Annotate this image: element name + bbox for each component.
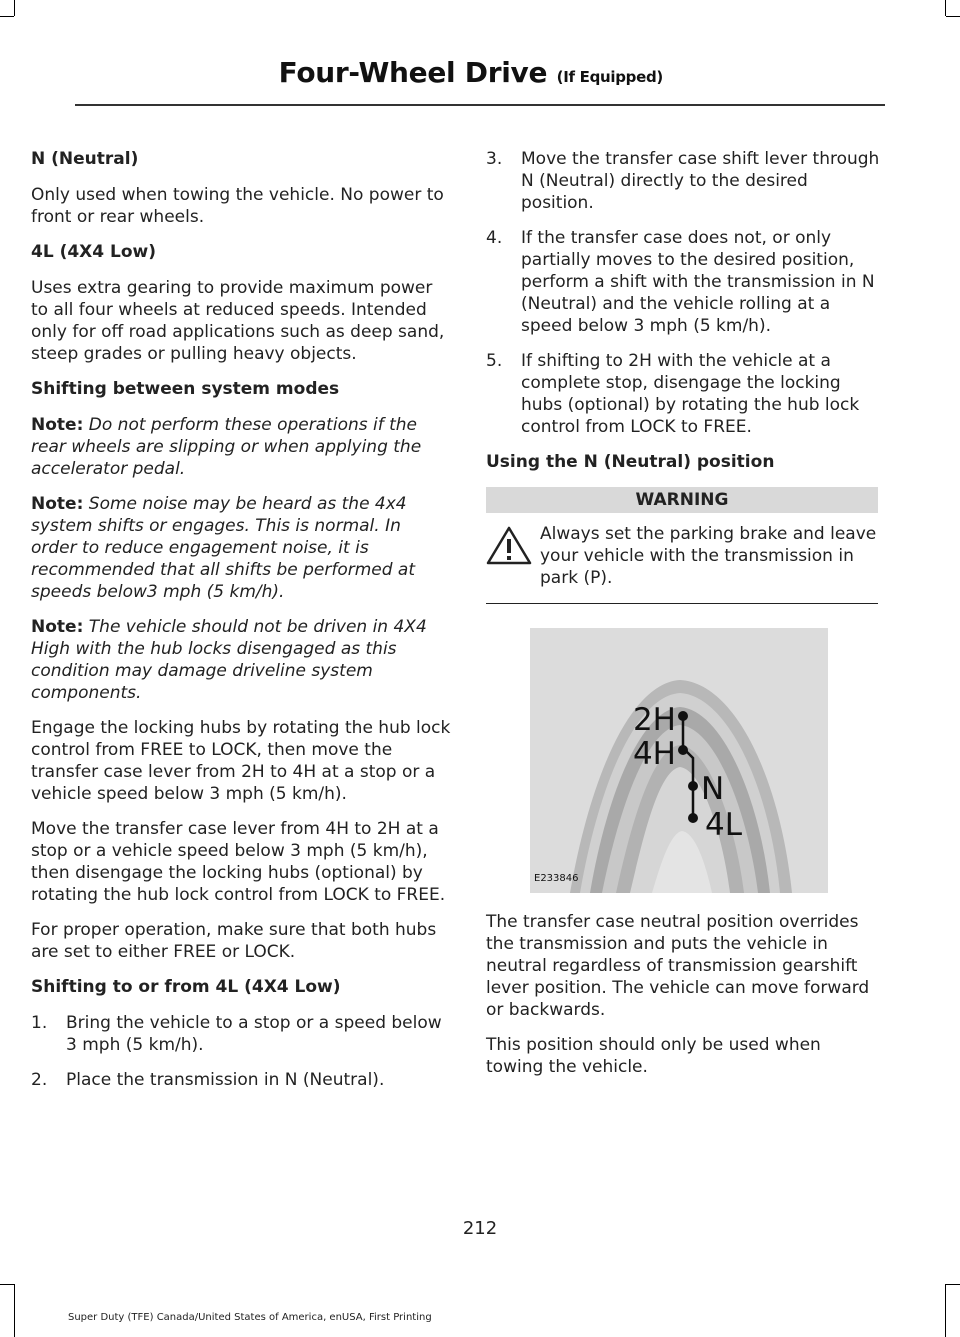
- crop-mark-top-left-h: [0, 16, 14, 17]
- step-text: If shifting to 2H with the vehicle at a complete stop, disengage the locking hubs (optional) by rotating the hub lock control from LOCK to FREE.: [521, 351, 860, 437]
- note-label: Note:: [31, 617, 84, 637]
- crop-mark-bottom-right-h: [946, 1284, 960, 1285]
- page-title-main: Four-Wheel Drive: [278, 56, 548, 89]
- hub-operation-paragraph: For proper operation, make sure that both hubs are set to either FREE or LOCK.: [31, 920, 437, 962]
- warning-divider: [486, 603, 878, 604]
- note-label: Note:: [31, 415, 84, 435]
- note-2-text: Some noise may be heard as the 4x4 system shifts or engages. This is normal. In order to reduce engagement noise, it is recommended that all shifts be performed at speeds below3 mph (5 km/h).: [31, 494, 416, 602]
- note-3: [31, 616, 451, 704]
- header-divider: [75, 104, 885, 106]
- list-item: [31, 1069, 451, 1091]
- note-1-text: Do not perform these operations if the rear wheels are slipping or when applying the accelerator pedal.: [31, 415, 422, 479]
- figure-id: E233846: [534, 873, 579, 884]
- crop-mark-bottom-right-v: [945, 1284, 946, 1337]
- position-label-4l: 4L: [705, 807, 742, 843]
- modes-heading: Shifting between system modes: [31, 379, 340, 399]
- crop-mark-top-right-h: [946, 16, 960, 17]
- footer-text: Super Duty (TFE) Canada/United States of America, enUSA, First Printing: [68, 1312, 432, 1323]
- position-label-4h: 4H: [632, 736, 676, 772]
- note-label: Note:: [31, 494, 84, 514]
- step-text: If the transfer case does not, or only partially moves to the desired position, perform a shift with the transmission in N (Neutral) and the vehicle rolling at a speed below 3 mph (5 km/h).: [521, 228, 875, 336]
- list-item: [486, 350, 881, 438]
- crop-mark-bottom-left-h: [0, 1284, 14, 1285]
- warning-title: WARNING: [486, 487, 878, 513]
- low-text: Uses extra gearing to provide maximum power to all four wheels at reduced speeds. Intended only for off road applications such as deep sand, steep grades or pulling heavy objects.: [31, 278, 445, 364]
- warning-text: Always set the parking brake and leave your vehicle with the transmission in park (P).: [540, 524, 877, 588]
- position-label-n: N: [701, 771, 725, 807]
- transfer-case-shifter-figure: [530, 628, 828, 893]
- list-item: [486, 148, 881, 214]
- step-number: 4.: [486, 228, 503, 248]
- page-title-subtitle: (If Equipped): [556, 68, 663, 86]
- warning-box: [486, 523, 881, 589]
- note-2: [31, 493, 451, 603]
- crop-mark-top-left-v: [14, 0, 15, 16]
- neutral-heading: N (Neutral): [31, 149, 139, 169]
- low-heading: 4L (4X4 Low): [31, 242, 157, 262]
- step-number: 2.: [31, 1070, 48, 1090]
- crop-mark-top-right-v: [945, 0, 946, 16]
- step-text: Move the transfer case shift lever through N (Neutral) directly to the desired position.: [521, 149, 880, 213]
- towing-paragraph: This position should only be used when towing the vehicle.: [486, 1035, 821, 1077]
- note-3-text: The vehicle should not be driven in 4X4 High with the hub locks disengaged as this condition may damage driveline system components.: [31, 617, 427, 703]
- page-title: [279, 56, 663, 89]
- step-text: Place the transmission in N (Neutral).: [66, 1070, 385, 1090]
- crop-mark-bottom-left-v: [14, 1284, 15, 1337]
- shifter-illustration: [530, 628, 828, 893]
- hub-engage-paragraph: Engage the locking hubs by rotating the hub lock control from FREE to LOCK, then move the transfer case lever from 2H to 4H at a stop or a vehicle speed below 3 mph (5 km/h).: [31, 718, 451, 804]
- hub-disengage-paragraph: Move the transfer case lever from 4H to 2H at a stop or a vehicle speed below 3 mph (5 km/h), then disengage the locking hubs (optional) by rotating the hub lock control from LOCK to FREE.: [31, 819, 446, 905]
- neutral-position-heading: Using the N (Neutral) position: [486, 452, 775, 472]
- note-1: [31, 414, 451, 480]
- step-number: 1.: [31, 1013, 48, 1033]
- shift-4l-heading: Shifting to or from 4L (4X4 Low): [31, 977, 341, 997]
- step-number: 3.: [486, 149, 503, 169]
- step-text: Bring the vehicle to a stop or a speed below 3 mph (5 km/h).: [66, 1013, 442, 1055]
- neutral-text: Only used when towing the vehicle. No power to front or rear wheels.: [31, 185, 444, 227]
- warning-triangle-icon: [486, 525, 540, 571]
- left-column: [31, 148, 451, 1104]
- right-column: [486, 148, 881, 1091]
- step-number: 5.: [486, 351, 503, 371]
- list-item: [31, 1012, 451, 1056]
- page-number: 212: [462, 1218, 498, 1239]
- position-label-2h: 2H: [632, 702, 676, 738]
- neutral-override-paragraph: The transfer case neutral position overrides the transmission and puts the vehicle in neutral regardless of transmission gearshift lever position. The vehicle can move forward or backwards.: [486, 912, 870, 1020]
- list-item: [486, 227, 881, 337]
